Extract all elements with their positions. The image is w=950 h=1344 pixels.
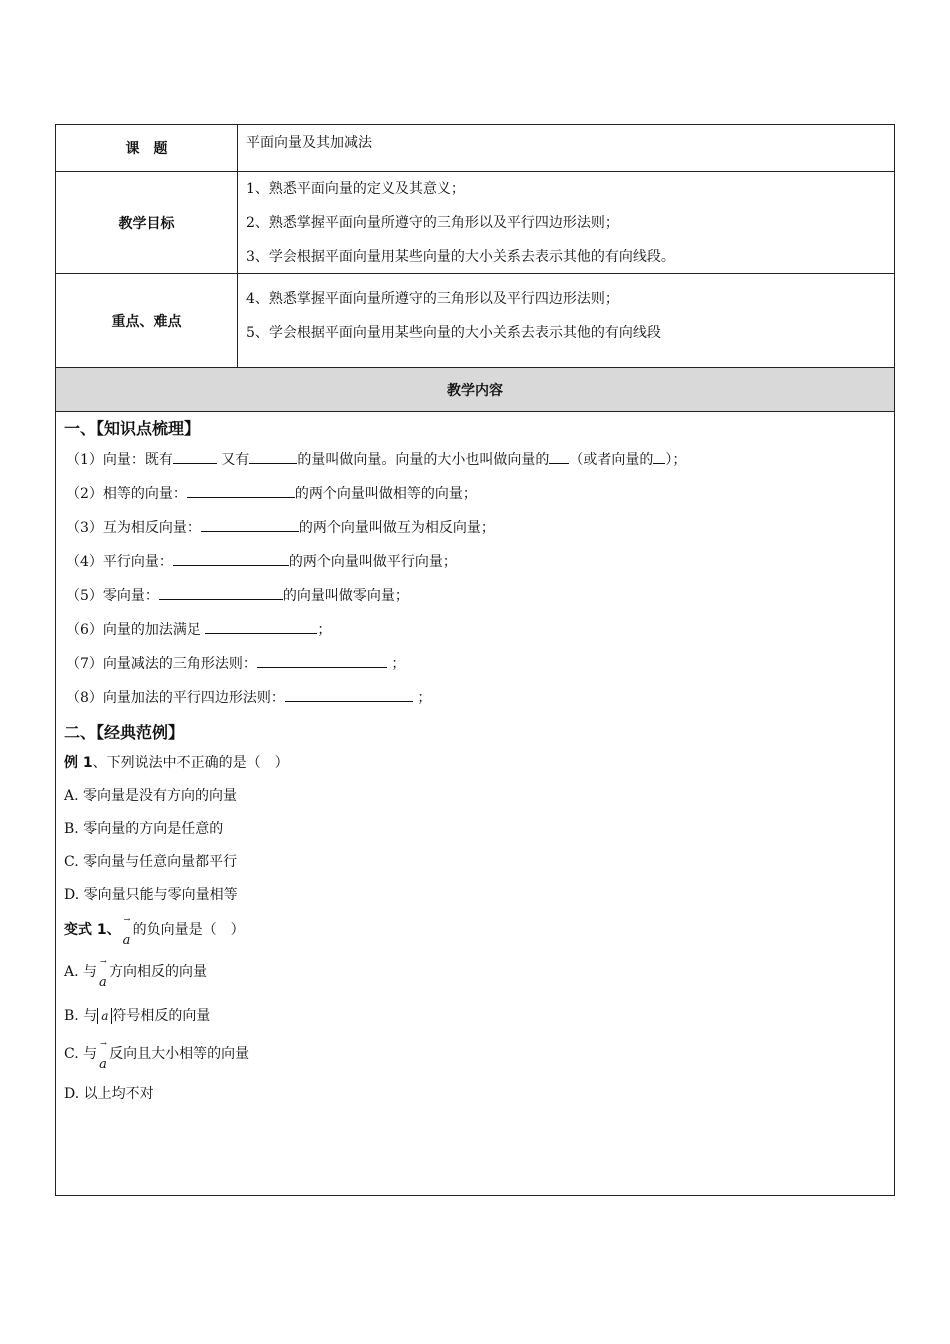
- example-1-option-b: B. 零向量的方向是任意的: [64, 821, 224, 837]
- key-point-item: 4、熟悉掌握平面向量所遵守的三角形以及平行四边形法则；: [246, 291, 619, 307]
- variant-1-option-a: A. 与 → a 方向相反的向量: [64, 957, 208, 990]
- section-title-knowledge: 一、【知识点梳理】: [64, 419, 201, 438]
- example-1-question: 例 1、下列说法中不正确的是（ ）: [64, 755, 289, 771]
- fill-blank[interactable]: [549, 447, 569, 464]
- vector-a-symbol: → a: [99, 1039, 107, 1072]
- knowledge-item-4: （4）平行向量： 的两个向量叫做平行向量；: [64, 545, 886, 579]
- content-header: 教学内容: [56, 368, 894, 412]
- knowledge-item-5: （5）零向量： 的向量叫做零向量；: [64, 579, 886, 613]
- topic-value: 平面向量及其加减法: [246, 135, 372, 151]
- goals-row: [56, 172, 894, 274]
- fill-blank[interactable]: [257, 651, 387, 668]
- knowledge-item-2: （2）相等的向量： 的两个向量叫做相等的向量；: [64, 477, 886, 511]
- example-1-option-a: A. 零向量是没有方向的向量: [64, 788, 238, 804]
- knowledge-item-1: （1）向量：既有 又有 的量叫做向量。向量的大小也叫做向量的 （或者向量的 ）；: [64, 443, 886, 477]
- fill-blank[interactable]: [249, 447, 297, 464]
- example-1-option-c: C. 零向量与任意向量都平行: [64, 854, 238, 870]
- example-1-option-d: D. 零向量只能与零向量相等: [64, 887, 238, 903]
- goal-item: 3、学会根据平面向量用某些向量的大小关系去表示其他的有向线段。: [246, 249, 675, 265]
- goals-label: 教学目标: [56, 172, 238, 273]
- vector-a-symbol: → a: [99, 957, 107, 990]
- topic-row: [56, 125, 894, 172]
- variant-1-question: 变式 1、 → a 的负向量是（ ）: [64, 915, 245, 948]
- fill-blank[interactable]: [201, 515, 299, 532]
- vector-magnitude-symbol: a: [97, 1008, 112, 1024]
- knowledge-item-3: （3）互为相反向量： 的两个向量叫做互为相反向量；: [64, 511, 886, 545]
- fill-blank[interactable]: [653, 447, 665, 464]
- teaching-content: [64, 415, 886, 1111]
- knowledge-item-8: （8）向量加法的平行四边形法则： ；: [64, 681, 886, 715]
- key-point-item: 5、学会根据平面向量用某些向量的大小关系去表示其他的有向线段: [246, 325, 661, 341]
- fill-blank[interactable]: [159, 583, 283, 600]
- key-points-row: [56, 274, 894, 368]
- variant-1-option-d: D. 以上均不对: [64, 1086, 154, 1102]
- fill-blank[interactable]: [187, 481, 295, 498]
- vector-a-symbol: → a: [122, 915, 131, 948]
- fill-blank[interactable]: [173, 549, 289, 566]
- goal-item: 1、熟悉平面向量的定义及其意义；: [246, 181, 465, 197]
- fill-blank[interactable]: [285, 685, 413, 702]
- key-points-label: 重点、难点: [56, 274, 238, 367]
- topic-label: 课 题: [56, 125, 238, 171]
- variant-1-option-c: C. 与 → a 反向且大小相等的向量: [64, 1039, 250, 1072]
- fill-blank[interactable]: [205, 617, 317, 634]
- goal-item: 2、熟悉掌握平面向量所遵守的三角形以及平行四边形法则；: [246, 215, 619, 231]
- knowledge-item-6: （6）向量的加法满足 ；: [64, 613, 886, 647]
- fill-blank[interactable]: [173, 447, 217, 464]
- variant-1-option-b: B. 与 a 符号相反的向量: [64, 1008, 211, 1024]
- lesson-table: [55, 124, 895, 1196]
- knowledge-item-7: （7）向量减法的三角形法则： ；: [64, 647, 886, 681]
- section-title-examples: 二、【经典范例】: [64, 723, 185, 742]
